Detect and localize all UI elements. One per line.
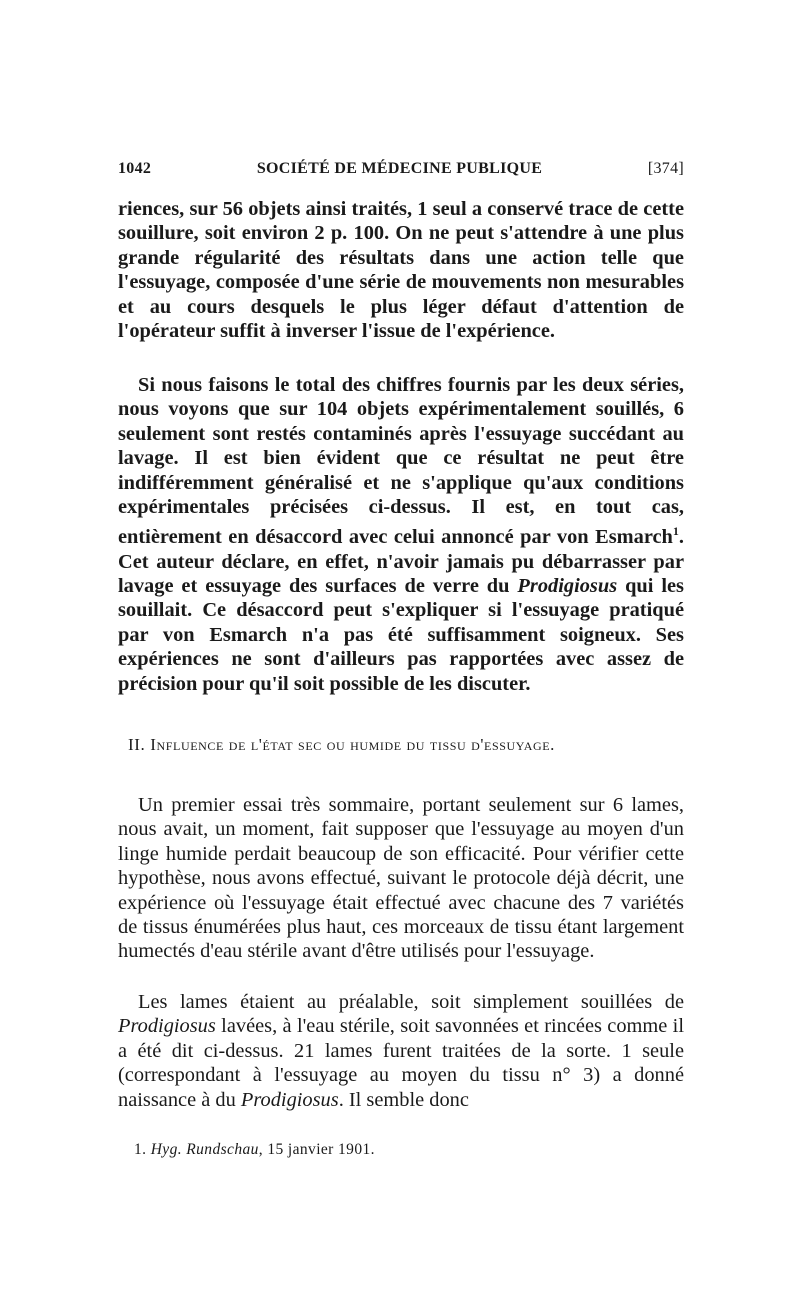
bracket-page-number: [374] [647, 160, 684, 177]
paragraph-4-text-a: Les lames étaient au préalable, soit simplement souillées de [138, 991, 684, 1013]
footnote [134, 1141, 674, 1159]
paragraph-4-italic-1: Prodigiosus [118, 1015, 216, 1038]
paragraph-2 [118, 373, 684, 696]
footnote-date: , 15 janvier 1901. [258, 1141, 375, 1158]
footnote-source: Hyg. Rundschau [150, 1141, 259, 1158]
paragraph-1-text: riences, sur 56 objets ainsi traités, 1 seul a conservé trace de cette souillure, soit environ 2 p. 100. On ne peut s'attendre à une plus grande régularité des résultats dans une action telle que l'essuyage, composée d'une série de mouvements non mesurables et au cours desquels le plus léger défaut d'attention de l'opérateur suffit à inverser l'issue de l'expérience. [118, 198, 684, 343]
page-header [118, 160, 684, 178]
paragraph-2-text-b: . Cet auteur déclare, en effet, n'avoir jamais pu débarrasser par lavage et essuyage des surfaces de verre du [118, 526, 684, 598]
page-number: 1042 [118, 160, 152, 177]
footnote-reference: 1 [672, 524, 679, 539]
paragraph-2-italic: Prodigiosus [517, 575, 618, 598]
paragraph-3-text: Un premier essai très sommaire, portant seulement sur 6 lames, nous avait, un moment, fait supposer que l'essuyage au moyen d'un linge humide perdait beaucoup de son efficacité. Pour vérifier cette hypothèse, nous avons effectué, suivant le protocole déjà décrit, une expérience où l'essuyage était effectué avec chacune des 7 variétés de tissus énumérées plus haut, ces morceaux de tissu étant largement humectés d'eau stérile avant d'être utilisés pour l'essuyage. [118, 794, 684, 963]
paragraph-1 [118, 197, 684, 343]
section-heading: II. Influence de l'état sec ou humide du tissu d'essuyage. [128, 735, 556, 754]
paragraph-2-text-a: Si nous faisons le total des chiffres fournis par les deux séries, nous voyons que sur 104 objets expérimentalement souillés, 6 seulement sont restés contaminés après l'essuyage succédant au lavage. Il est bien évident que ce résultat ne peut être indifféremment généralisé et ne s'applique qu'aux conditions expérimentales précisées ci-dessus. Il est, en tout cas, entièrement en désaccord avec celui annoncé par von Esmarch [118, 374, 684, 549]
paragraph-4 [118, 990, 684, 1112]
paragraph-4-italic-2: Prodigiosus [240, 1088, 339, 1111]
paragraph-2-text-c: qui les souillait. Ce désaccord peut s'expliquer si l'essuyage pratiqué par von Esmarch n'a pas été suffisamment soigneux. Ses expériences ne sont d'ailleurs pas rapportées avec assez de précision pour qu'il soit possible de les discuter. [118, 575, 684, 695]
paragraph-4-text-b: lavées, à l'eau stérile, soit savonnées et rincées comme il a été dit ci-dessus. 21 lames furent traitées de la sorte. 1 seule (correspondant à l'essuyage au moyen du tissu n° 3) a donné naissance à du [118, 1015, 684, 1111]
paragraph-4-text-c: . Il semble donc [338, 1088, 469, 1111]
running-title: SOCIÉTÉ DE MÉDECINE PUBLIQUE [256, 160, 543, 177]
footnote-number: 1. [134, 1141, 147, 1158]
paragraph-3 [118, 793, 684, 964]
